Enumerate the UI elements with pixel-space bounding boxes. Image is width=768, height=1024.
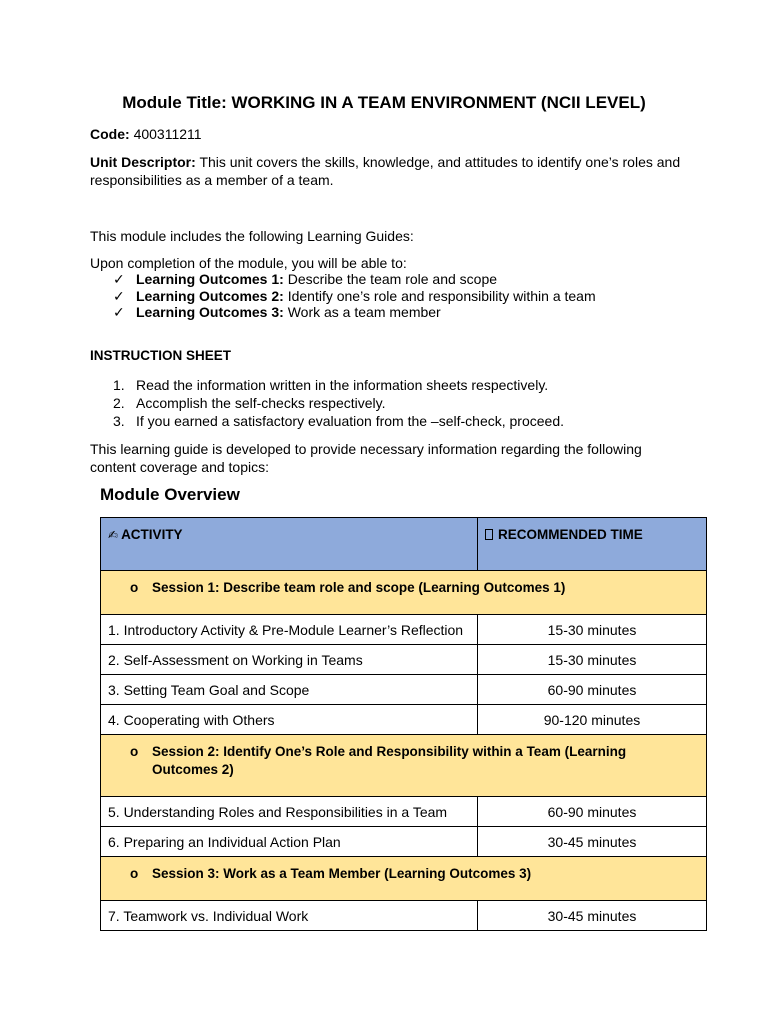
instruction-number: 3. xyxy=(113,413,125,429)
check-icon: ✓ xyxy=(113,304,125,321)
guide-text: This learning guide is developed to provide necessary information regarding the following content coverage and topics: xyxy=(90,441,642,475)
upon-completion-text: Upon completion of the module, you will be able to: xyxy=(90,255,407,271)
instruction-item xyxy=(113,394,564,412)
table-row xyxy=(101,615,707,645)
instruction-number: 1. xyxy=(113,377,125,393)
instruction-text: Accomplish the self-checks respectively. xyxy=(136,395,386,411)
table-row xyxy=(101,705,707,735)
instruction-number: 2. xyxy=(113,395,125,411)
outcome-label: Learning Outcomes 2: xyxy=(136,287,284,304)
activity-cell: 6. Preparing an Individual Action Plan xyxy=(101,827,478,857)
table-row xyxy=(101,675,707,705)
learning-outcome-item xyxy=(113,304,596,321)
code-value: 400311211 xyxy=(133,126,202,142)
check-icon: ✓ xyxy=(113,271,125,287)
time-cell: 15-30 minutes xyxy=(478,645,707,675)
session-row xyxy=(101,857,707,901)
activity-column-header xyxy=(101,518,478,571)
outcome-label: Learning Outcomes 1: xyxy=(136,271,284,287)
outcome-text: Work as a team member xyxy=(287,304,441,321)
box-icon xyxy=(485,529,493,540)
session-title: Session 3: Work as a Team Member (Learning Outcomes 3) xyxy=(152,866,532,881)
check-icon: ✓ xyxy=(113,287,125,304)
time-cell: 15-30 minutes xyxy=(478,615,707,645)
learning-outcome-item xyxy=(113,288,596,305)
module-overview-heading: Module Overview xyxy=(100,485,240,504)
session-title: Session 2: Identify One’s Role and Responsibility within a Team (Learning Outcomes 2) xyxy=(152,744,627,777)
instruction-list xyxy=(113,376,564,430)
unit-descriptor xyxy=(90,153,690,189)
activity-cell: 7. Teamwork vs. Individual Work xyxy=(101,901,478,931)
instruction-item xyxy=(113,412,564,430)
writing-hand-icon: ✍ xyxy=(108,528,119,542)
unit-descriptor-text: This unit covers the skills, knowledge, and attitudes to identify one’s roles and responsibilities as a member of a team. xyxy=(90,154,681,188)
time-cell: 60-90 minutes xyxy=(478,675,707,705)
outcome-text: Identify one’s role and responsibility within a team xyxy=(287,287,596,304)
activity-cell: 3. Setting Team Goal and Scope xyxy=(101,675,478,705)
table-row xyxy=(101,901,707,931)
session-cell xyxy=(101,571,707,615)
table-row xyxy=(101,827,707,857)
instruction-text: If you earned a satisfactory evaluation from the –self-check, proceed. xyxy=(136,413,565,429)
includes-text: This module includes the following Learning Guides: xyxy=(90,228,414,244)
learning-outcome-item xyxy=(113,271,596,288)
session-row xyxy=(101,735,707,797)
instruction-item xyxy=(113,376,564,394)
table-row xyxy=(101,797,707,827)
activity-cell: 1. Introductory Activity & Pre-Module Learner’s Reflection xyxy=(101,615,478,645)
session-cell xyxy=(101,735,707,797)
session-title: Session 1: Describe team role and scope (Learning Outcomes 1) xyxy=(152,580,566,595)
unit-descriptor-label: Unit Descriptor: xyxy=(90,154,196,170)
time-header-label: RECOMMENDED TIME xyxy=(498,527,643,542)
activity-cell: 5. Understanding Roles and Responsibilities in a Team xyxy=(101,797,478,827)
code-label: Code: xyxy=(90,126,130,142)
outcome-label: Learning Outcomes 3: xyxy=(136,304,284,321)
activity-cell: 4. Cooperating with Others xyxy=(101,705,478,735)
time-cell: 30-45 minutes xyxy=(478,901,707,931)
instruction-text: Read the information written in the information sheets respectively. xyxy=(136,377,549,393)
time-cell: 30-45 minutes xyxy=(478,827,707,857)
time-cell: 90-120 minutes xyxy=(478,705,707,735)
module-title: Module Title: WORKING IN A TEAM ENVIRONMENT (NCII LEVEL) xyxy=(122,93,646,112)
module-overview-table xyxy=(100,517,707,931)
activity-cell: 2. Self-Assessment on Working in Teams xyxy=(101,645,478,675)
code-line xyxy=(90,125,690,143)
learning-outcomes-list xyxy=(113,271,596,321)
activity-header-label: ACTIVITY xyxy=(121,527,183,542)
outcome-text: Describe the team role and scope xyxy=(287,271,498,287)
session-bullet: o xyxy=(130,744,139,759)
time-column-header xyxy=(478,518,707,571)
session-bullet: o xyxy=(130,580,139,595)
table-row xyxy=(101,645,707,675)
time-cell: 60-90 minutes xyxy=(478,797,707,827)
session-bullet: o xyxy=(130,866,139,881)
table-header-row xyxy=(101,518,707,571)
session-row xyxy=(101,571,707,615)
session-cell xyxy=(101,857,707,901)
instruction-sheet-heading: INSTRUCTION SHEET xyxy=(90,348,232,363)
